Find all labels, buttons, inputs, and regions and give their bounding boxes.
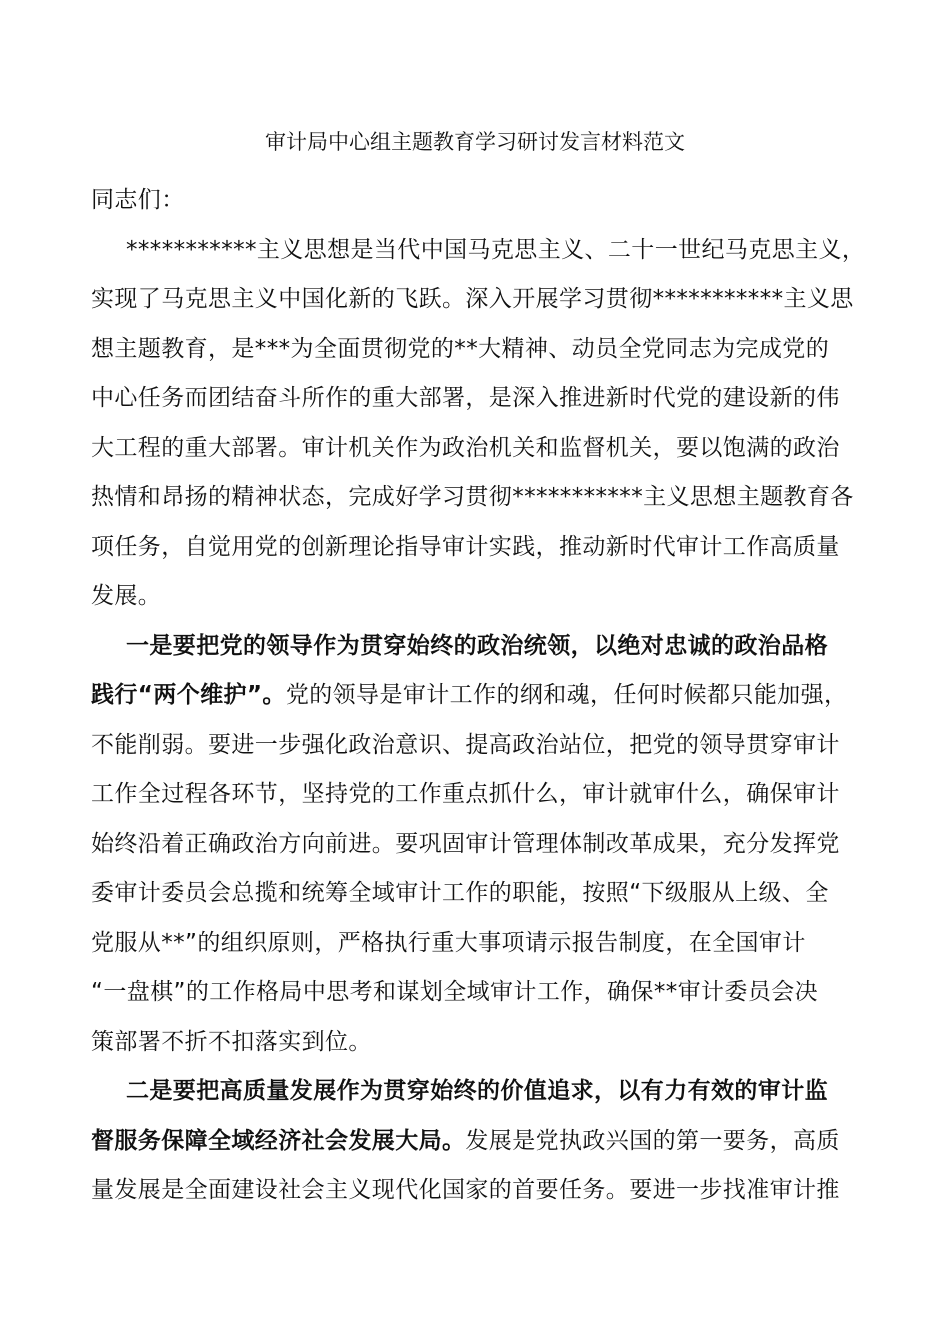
text-line: 项任务，自觉用党的创新理论指导审计实践，推动新时代审计工作高质量 <box>91 534 840 560</box>
text-line: 工作全过程各环节，坚持党的工作重点抓什么，审计就审什么，确保审计 <box>91 781 840 807</box>
text-line: “一盘棋”的工作格局中思考和谋划全域审计工作，确保**审计委员会决 <box>91 979 819 1005</box>
text-line: 策部署不折不扣落实到位。 <box>91 1029 372 1055</box>
text-line: 委审计委员会总揽和统筹全域审计工作的职能，按照“下级服从上级、全 <box>91 880 829 906</box>
text-line: 始终沿着正确政治方向前进。要巩固审计管理体制改革成果，充分发挥党 <box>91 831 840 857</box>
section-heading-line: 二是要把高质量发展作为贯穿始终的价值追求，以有力有效的审计监 <box>126 1078 828 1104</box>
text-line: 发展。 <box>91 583 162 609</box>
text-line: 践行“两个维护”。党的领导是审计工作的纲和魂，任何时候都只能加强， <box>91 682 848 708</box>
text-line: 量发展是全面建设社会主义现代化国家的首要任务。要进一步找准审计推 <box>91 1177 840 1203</box>
document-title: 审计局中心组主题教育学习研讨发言材料范文 <box>265 130 685 154</box>
text-line: 想主题教育，是***为全面贯彻党的**大精神、动员全党同志为完成党的 <box>91 336 830 362</box>
text-line: 不能削弱。要进一步强化政治意识、提高政治站位，把党的领导贯穿审计 <box>91 732 840 758</box>
text-line: ***********主义思想是当代中国马克思主义、二十一世纪马克思主义， <box>126 237 866 263</box>
text-line: 大工程的重大部署。审计机关作为政治机关和监督机关，要以饱满的政治 <box>91 435 840 461</box>
salutation: 同志们： <box>91 187 185 213</box>
text-line: 党服从**”的组织原则，严格执行重大事项请示报告制度，在全国审计 <box>91 930 806 956</box>
text-line: 实现了马克思主义中国化新的飞跃。深入开展学习贯彻***********主义思 <box>91 286 854 312</box>
text-line: 热情和昂扬的精神状态，完成好学习贯彻***********主义思想主题教育各 <box>91 484 854 510</box>
text-line: 督服务保障全域经济社会发展大局。发展是党执政兴国的第一要务，高质 <box>91 1128 840 1154</box>
text-line: 中心任务而团结奋斗所作的重大部署，是深入推进新时代党的建设新的伟 <box>91 385 840 411</box>
section-heading-line: 一是要把党的领导作为贯穿始终的政治统领，以绝对忠诚的政治品格 <box>126 633 828 659</box>
